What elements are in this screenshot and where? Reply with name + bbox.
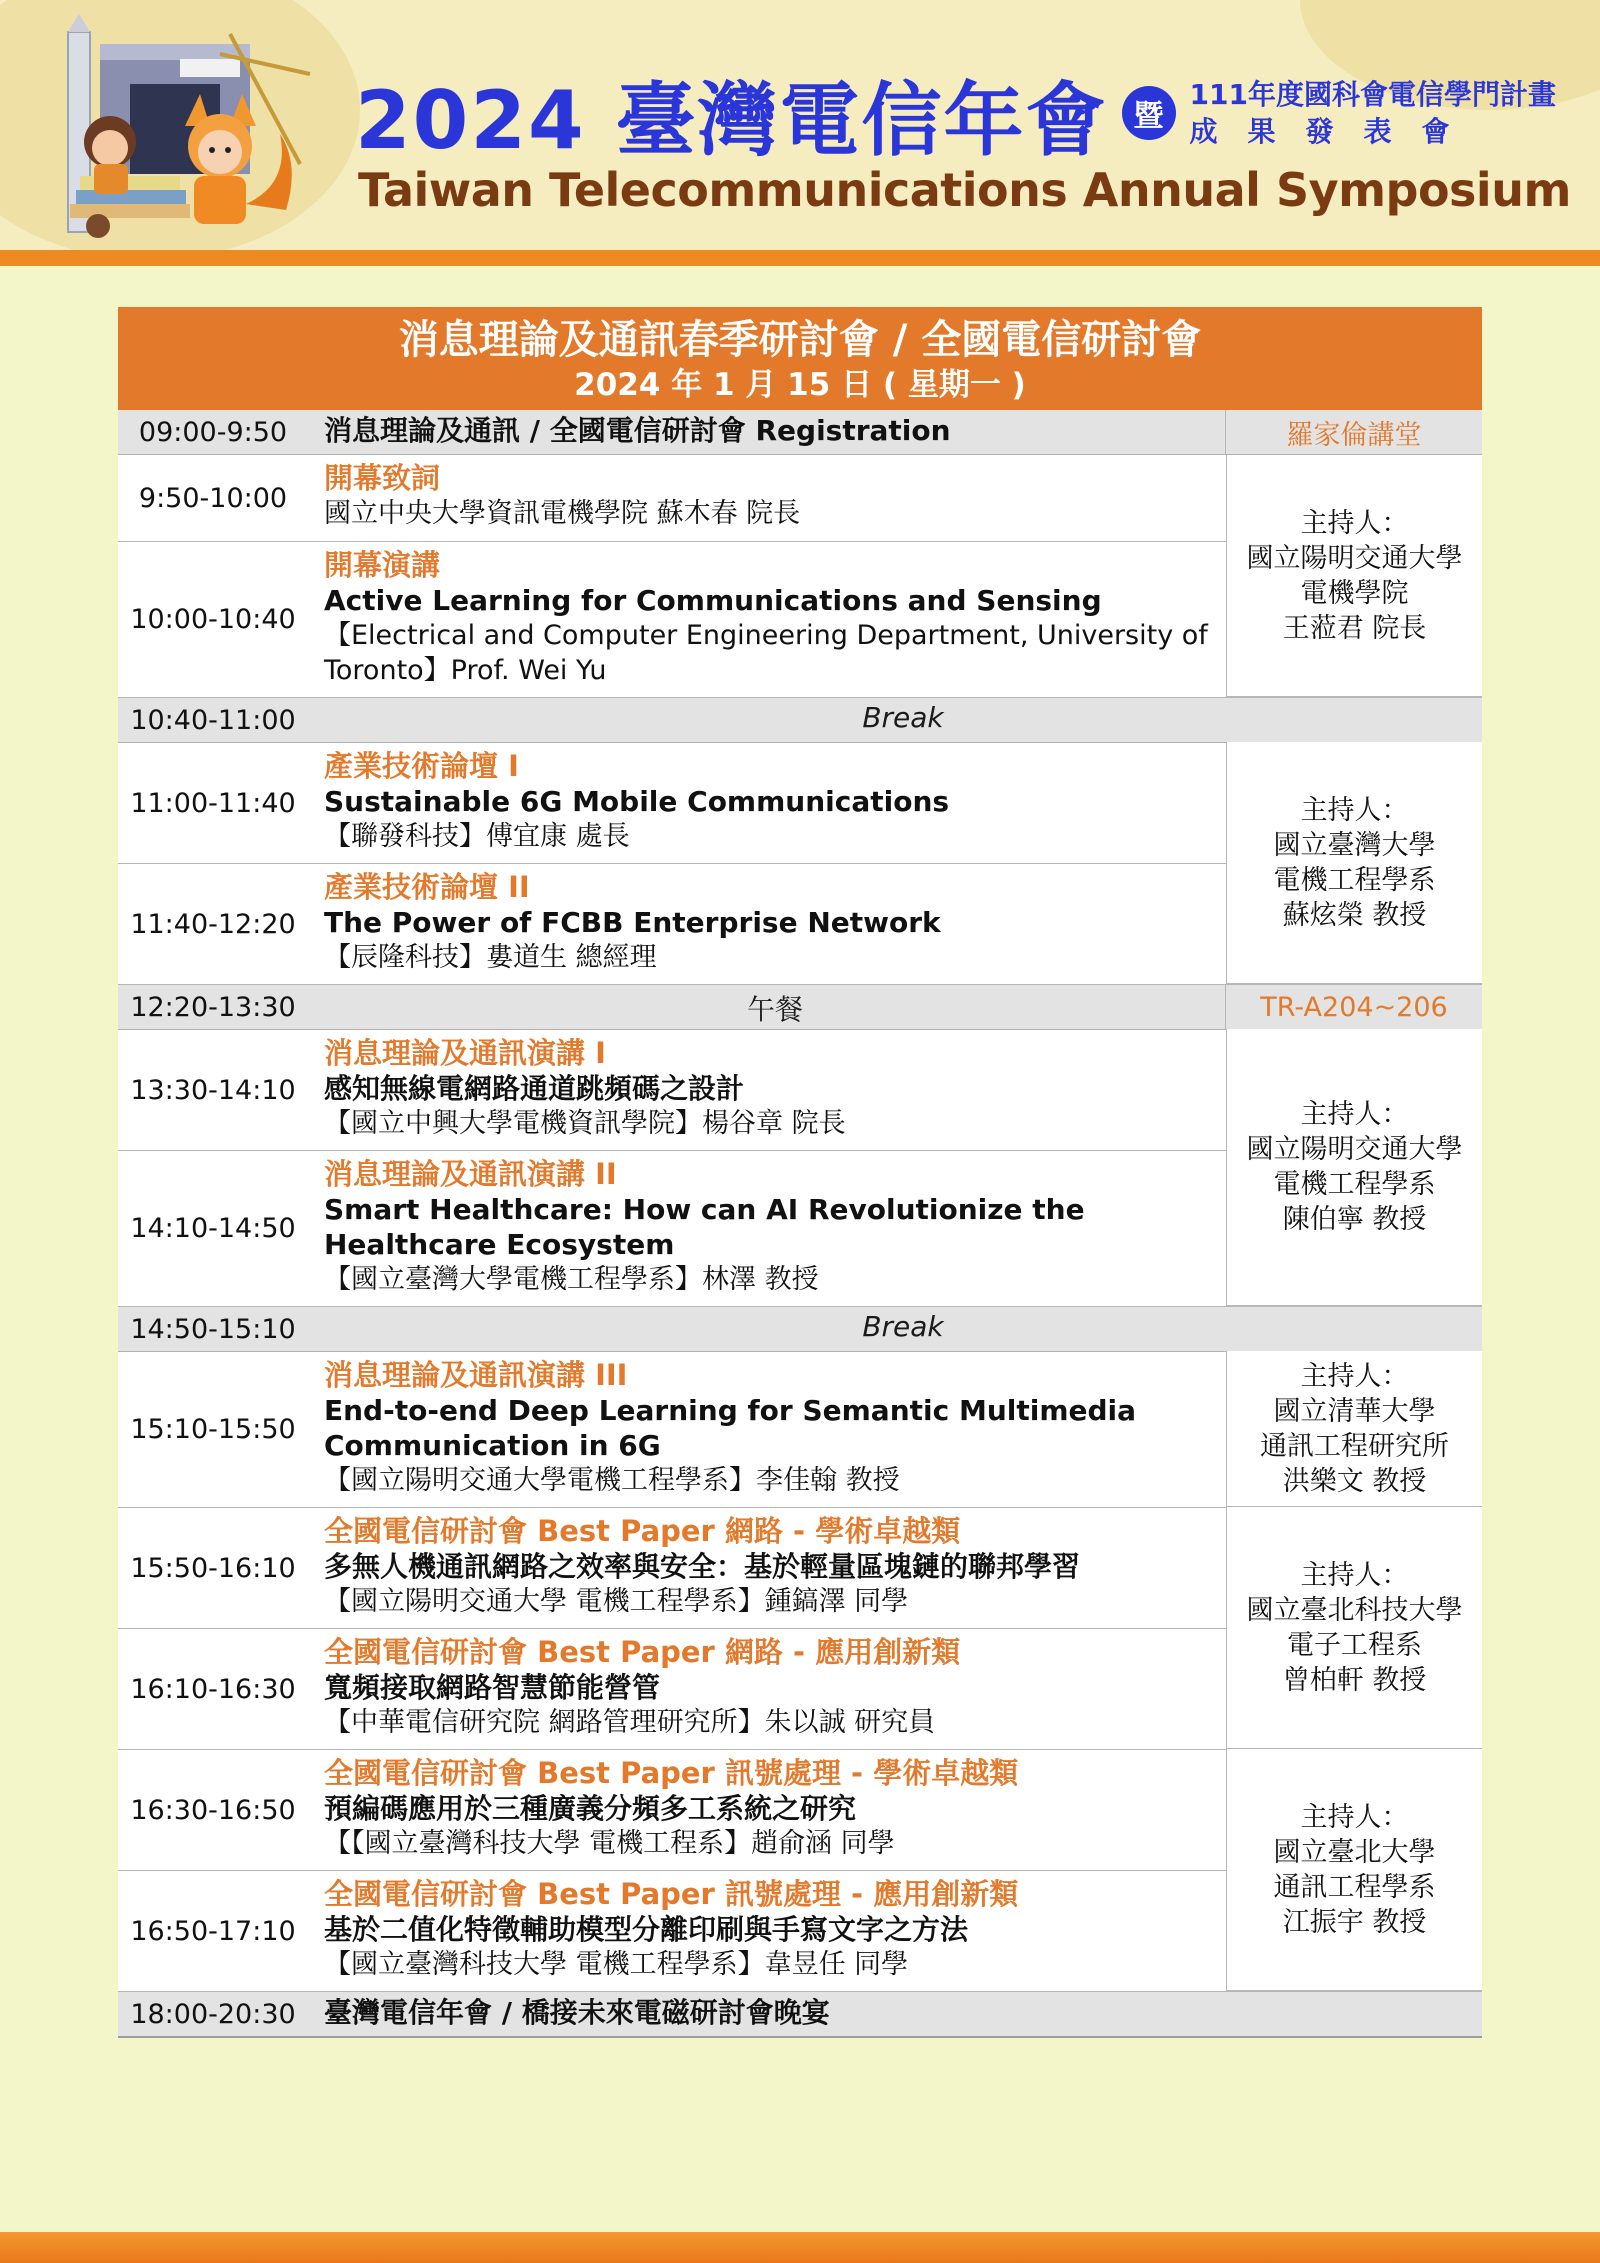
session-speaker: 【國立臺灣大學電機工程學系】林澤 教授 [324, 1264, 819, 1295]
host-label: 主持人： [1300, 507, 1409, 539]
host-department: 電機學院 [1300, 577, 1409, 609]
host-name: 王蒞君 院長 [1282, 612, 1427, 644]
session-time: 12:20-13:30 [130, 991, 296, 1023]
host-name: 陳伯寧 教授 [1282, 1204, 1427, 1235]
host-name: 曾柏軒 教授 [1282, 1664, 1427, 1696]
host-label: 主持人： [1300, 1559, 1409, 1591]
break-label: Break [862, 1310, 944, 1343]
session-speaker: 國立中央大學資訊電機學院 蘇木春 院長 [324, 498, 801, 529]
host-cell [1226, 1749, 1482, 1991]
session-time: 11:00-11:40 [130, 787, 296, 819]
venue-label: TR-A204~206 [1225, 985, 1482, 1029]
host-organization: 國立臺北科技大學 [1246, 1594, 1463, 1626]
session-heading: 全國電信研討會 Best Paper 訊號處理 - 學術卓越類 [324, 1756, 1019, 1790]
session-time: 16:30-16:50 [130, 1794, 296, 1826]
session-content [324, 1151, 1226, 1303]
session-content [324, 864, 1226, 981]
session-speaker: 【國立陽明交通大學 電機工程學系】鍾鎬澤 同學 [324, 1586, 909, 1617]
session-title: Sustainable 6G Mobile Communications [324, 785, 950, 818]
session-time: 10:00-10:40 [130, 604, 296, 635]
session-time: 15:50-16:10 [130, 1552, 296, 1584]
host-cell [1226, 1029, 1482, 1306]
table-title: 消息理論及通訊春季研討會 / 全國電信研討會 [398, 317, 1202, 363]
venue-label: 羅家倫講堂 [1225, 410, 1482, 454]
session-title: 臺灣電信年會 / 橋接未來電磁研討會晚宴 [324, 1996, 830, 2029]
host-department: 通訊工程研究所 [1260, 1430, 1449, 1462]
host-label: 主持人： [1300, 1360, 1409, 1392]
session-time: 15:10-15:50 [130, 1414, 296, 1445]
session-speaker: 【辰隆科技】婁道生 總經理 [324, 942, 657, 973]
header-stripe [0, 250, 1600, 266]
session-heading: 消息理論及通訊演講 I [324, 1036, 606, 1070]
session-time: 16:50-17:10 [130, 1915, 296, 1947]
session-title: 基於二值化特徵輔助模型分離印刷與手寫文字之方法 [324, 1913, 969, 1946]
host-name: 蘇炫榮 教授 [1282, 899, 1427, 931]
session-time: 13:30-14:10 [130, 1074, 296, 1106]
session-content [324, 1629, 1226, 1746]
schedule-table [118, 307, 1482, 2038]
session-time: 9:50-10:00 [138, 482, 288, 514]
session-speaker: 【聯發科技】傅宜康 處長 [324, 821, 630, 852]
session-title: Active Learning for Communications and Sensing [324, 584, 1102, 617]
footer-stripe [0, 2232, 1600, 2263]
break-label: Break [862, 701, 944, 734]
session-content [324, 743, 1226, 860]
host-organization: 國立陽明交通大學 [1246, 542, 1463, 574]
session-title: Smart Healthcare: How can AI Revolutionize the Healthcare Ecosystem [324, 1193, 1085, 1261]
table-row [118, 410, 1482, 455]
session-content [324, 455, 1226, 537]
session-speaker: 【國立中興大學電機資訊學院】楊谷章 院長 [324, 1108, 846, 1139]
host-organization: 國立陽明交通大學 [1246, 1134, 1463, 1165]
session-title: The Power of FCBB Enterprise Network [324, 906, 941, 939]
host-cell [1226, 1351, 1482, 1507]
session-title: 寬頻接取網路智慧節能營管 [324, 1671, 661, 1704]
session-time: 11:40-12:20 [130, 908, 296, 940]
session-time: 16:10-16:30 [130, 1673, 296, 1705]
host-name: 江振宇 教授 [1282, 1906, 1427, 1938]
table-row [118, 985, 1482, 1030]
host-department: 通訊工程學系 [1273, 1871, 1436, 1903]
host-cell [1226, 742, 1482, 984]
session-content [324, 542, 1226, 694]
host-cell [1226, 455, 1482, 697]
table-header [118, 307, 1482, 410]
session-time: 10:40-11:00 [130, 704, 296, 736]
session-heading: 產業技術論壇 II [324, 870, 530, 904]
session-content [324, 1750, 1226, 1867]
host-organization: 國立清華大學 [1273, 1395, 1436, 1427]
header-banner [0, 0, 1600, 250]
session-content [324, 1992, 1482, 2032]
session-heading: 全國電信研討會 Best Paper 訊號處理 - 應用創新類 [324, 1877, 1019, 1911]
host-cell [1226, 1507, 1482, 1749]
event-title-main: 2024 臺灣電信年會 [355, 73, 1108, 167]
table-row [118, 698, 1482, 743]
session-heading: 全國電信研討會 Best Paper 網路 - 應用創新類 [324, 1635, 961, 1669]
session-heading: 開幕致詞 [324, 461, 441, 495]
session-content [324, 1871, 1226, 1988]
event-subtitle [1190, 76, 1556, 150]
session-heading: 開幕演講 [324, 548, 441, 582]
table-row [118, 1992, 1482, 2038]
session-speaker: 【國立陽明交通大學電機工程學系】李佳翰 教授 [324, 1465, 900, 1496]
session-speaker: 【國立臺灣科技大學 電機工程學系】韋昱任 同學 [324, 1949, 909, 1980]
session-title: 預編碼應用於三種廣義分頻多工系統之研究 [324, 1792, 857, 1825]
host-label: 主持人： [1300, 1801, 1409, 1833]
session-heading: 產業技術論壇 I [324, 749, 519, 783]
conjunction-badge: 暨 [1122, 86, 1176, 140]
session-content [324, 1030, 1226, 1147]
event-title [355, 58, 1556, 168]
table-row [118, 1307, 1482, 1352]
session-title: 消息理論及通訊 / 全國電信研討會 Registration [324, 414, 951, 447]
event-subtitle-line1: 111年度國科會電信學門計畫 [1189, 78, 1556, 111]
event-title-english: Taiwan Telecommunications Annual Symposium [358, 163, 1571, 217]
session-speaker: 【【國立臺灣科技大學 電機工程系】趙俞涵 同學 [324, 1828, 895, 1859]
session-content [324, 1352, 1226, 1504]
session-heading: 消息理論及通訊演講 II [324, 1157, 617, 1191]
session-time: 18:00-20:30 [130, 1998, 296, 2030]
mascot-illustration [60, 14, 350, 242]
session-time: 09:00-9:50 [138, 416, 288, 448]
host-department: 電機工程學系 [1273, 864, 1436, 896]
host-label: 主持人： [1300, 794, 1409, 826]
session-speaker: 【中華電信研究院 網路管理研究所】朱以誠 研究員 [324, 1707, 936, 1738]
lunch-label: 午餐 [746, 993, 803, 1026]
session-heading: 消息理論及通訊演講 III [324, 1358, 628, 1392]
session-content [324, 410, 1226, 450]
session-time: 14:50-15:10 [130, 1313, 296, 1345]
host-department: 電機工程學系 [1273, 1169, 1436, 1200]
session-content [324, 1508, 1226, 1625]
host-label: 主持人： [1300, 1099, 1409, 1130]
session-speaker: 【Electrical and Computer Engineering Department, University of Toronto】Prof. Wei Yu [324, 620, 1208, 686]
session-heading: 全國電信研討會 Best Paper 網路 - 學術卓越類 [324, 1514, 961, 1548]
host-name: 洪樂文 教授 [1282, 1465, 1427, 1497]
session-title: End-to-end Deep Learning for Semantic Multimedia Communication in 6G [324, 1394, 1137, 1462]
session-time: 14:10-14:50 [130, 1213, 296, 1244]
table-date: 2024 年 1 月 15 日 ( 星期一 ) [574, 367, 1026, 403]
host-organization: 國立臺灣大學 [1273, 829, 1436, 861]
event-subtitle-line2: 成果發表會 [1189, 115, 1480, 148]
host-organization: 國立臺北大學 [1273, 1836, 1436, 1868]
session-title: 多無人機通訊網路之效率與安全：基於輕量區塊鏈的聯邦學習 [324, 1550, 1081, 1583]
session-title: 感知無線電網路通道跳頻碼之設計 [324, 1072, 745, 1105]
host-department: 電子工程系 [1287, 1629, 1422, 1661]
table-body [118, 410, 1482, 2038]
